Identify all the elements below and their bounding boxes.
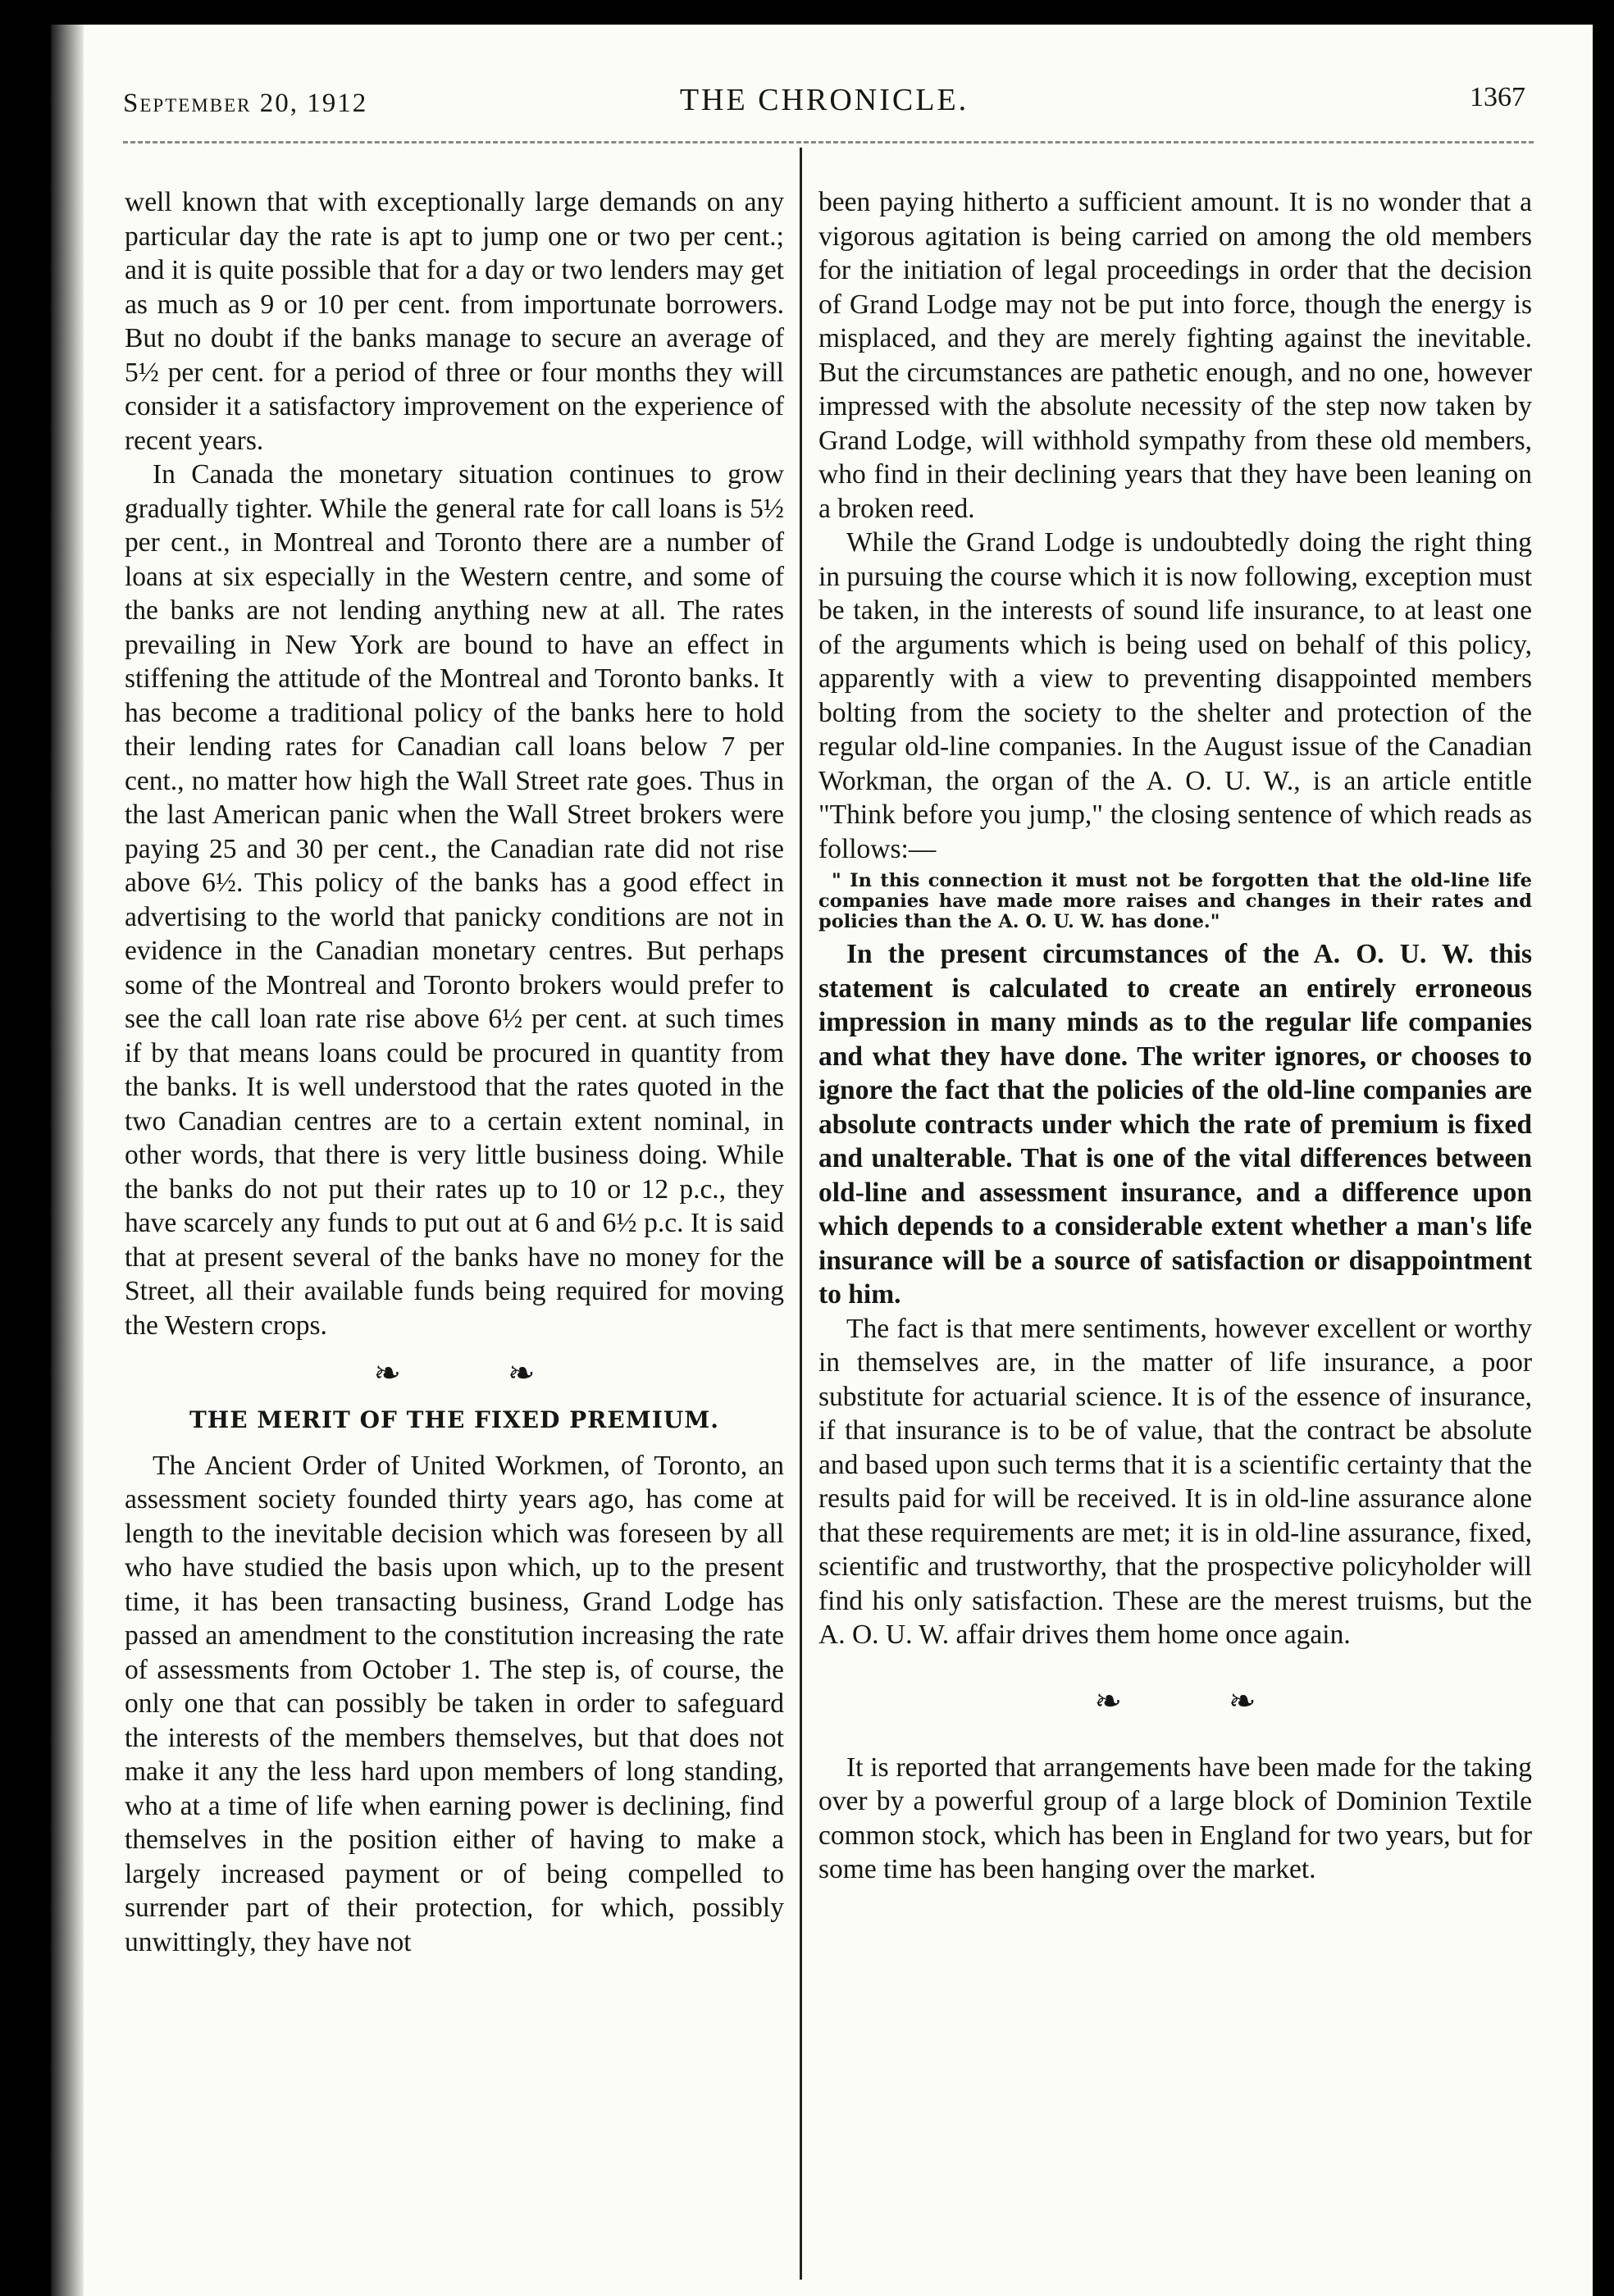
right-paragraph-4: The fact is that mere sentiments, however excellent or worthy in themselves are, in the matter of life insurance, a poor substitute for actuarial science. It is of the essence of insurance, if that insurance is to be of value, that the contract be absolute and based upon such terms that it is a scientific certainty that the results paid for will be received. It is in old-line assurance alone that these requirements are met; it is in old-line assurance, fixed, scientific and trustworthy, that the prospective policyholder will find his only satisfaction. These are the merest truisms, but the A. O. U. W. affair drives them home once again. (818, 1313, 1532, 1650)
block-quote: " In this connection it must not be forgotten that the old-line life companies have made more raises and changes in their rates and policies than the A. O. U. W. has done." (818, 870, 1532, 932)
header-title: THE CHRONICLE. (679, 83, 969, 117)
newspaper-page (51, 25, 1593, 2296)
left-paragraph-1: well known that with exceptionally large demands on any particular day the rate is apt to jump one or two per cent.; and it is quite possible that for a day or two lenders may get as much as 9 or 10 per cent. from importunate borrowers. But no doubt if the banks manage to secure an average of 5½ per cent. for a period of three or four months they will consider it a satisfactory improvement on the experience of recent years. (125, 187, 784, 456)
right-column (818, 185, 1532, 1887)
page-edge-shadow (51, 25, 84, 2296)
right-paragraph-2: While the Grand Lodge is undoubtedly doing the right thing in pursuing the course which it is now following, exception must be taken, in the interests of sound life insurance, to at least one of the arguments which is being used on behalf of this policy, apparently with a view to preventing disappointed members bolting from the society to the shelter and protection of the regular old-line companies. In the August issue of the Canadian Workman, the organ of the A. O. U. W., is an article entitle "Think before you jump," the closing sentence of which reads as follows:— (818, 527, 1532, 864)
left-column (125, 185, 784, 1959)
header-date: September 20, 1912 (123, 89, 368, 118)
right-paragraph-1: been paying hitherto a sufficient amount. It is no wonder that a vigorous agitation is being carried on among the old members for the initiation of legal proceedings in order that the decision of Grand Lodge may not be put into force, though the energy is misplaced, and they are merely fighting against the inevitable. But the circumstances are pathetic enough, and no one, however impressed with the absolute necessity of the step now taken by Grand Lodge, will withhold sympathy from these old members, who find in their declining years that they have been leaning on a broken reed. (818, 187, 1532, 524)
left-paragraph-3: The Ancient Order of United Workmen, of Toronto, an assessment society founded thirty years ago, has come at length to the inevitable decision which was foreseen by all who have studied the basis upon which, up to the present time, it has been transacting business, Grand Lodge has passed an amendment to the constitution increasing the rate of assessments from October 1. The step is, of course, the only one that can possibly be taken in order to safeguard the interests of the members themselves, but that does not make it any the less hard upon members of long standing, who at a time of life when earning power is declining, find themselves in the position either of having to make a largely increased payment or of being compelled to surrender part of their protection, for which, possibly unwittingly, they have not (125, 1450, 784, 1957)
column-divider (800, 148, 802, 2280)
article-headline: THE MERIT OF THE FIXED PREMIUM. (189, 1406, 720, 1433)
left-paragraph-2: In Canada the monetary situation continues to grow gradually tighter. While the general rate for call loans is 5½ per cent., in Montreal and Toronto there are a number of loans at six especially in the Western centre, and some of the banks are not lending anything new at all. The rates prevailing in New York are bound to have an effect in stiffening the attitude of the Montreal and Toronto banks. It has become a traditional policy of the banks here to hold their lending rates for Canadian call loans below 7 per cent., no matter how high the Wall Street rate goes. Thus in the last American panic when the Wall Street brokers were paying 25 and 30 per cent., the Canadian rate did not rise above 6½. This policy of the banks has a good effect in advertising to the world that panicky conditions are not in evidence in the Canadian monetary centres. But perhaps some of the Montreal and Toronto brokers would prefer to see the call loan rate rise above 6½ per cent. at such times if by that means loans could be procured in quantity from the banks. It is well understood that the rates quoted in the two Canadian centres are to a certain extent nominal, in other words, that there is very little business doing. While the banks do not put their rates up to 10 or 12 p.c., they have scarcely any funds to put out at 6 and 6½ p.c. It is said that at present several of the banks have no money for the Street, all their available funds being required for moving the Western crops. (125, 459, 784, 1341)
fleuron-ornament-2: ❧ ❧ (1094, 1682, 1306, 1720)
header-rule (123, 141, 1534, 144)
header-page-number: 1367 (1470, 82, 1525, 112)
right-paragraph-3: In the present circumstances of the A. O. U. W. this statement is calculated to create an entirely erroneous impression in many minds as to the regular life companies and what they have done. The writer ignores, or chooses to ignore the fact that the policies of the old-line companies are absolute contracts under which the rate of premium is fixed and unalterable. That is one of the vital differences between old-line and assessment insurance, and a difference upon which depends to a considerable extent whether a man's life insurance will be a source of satisfaction or disappointment to him. (818, 939, 1532, 1310)
fleuron-ornament: ❧ ❧ (373, 1355, 585, 1392)
right-paragraph-5: It is reported that arrangements have been made for the taking over by a powerful group of a large block of Dominion Textile common stock, which has been in England for two years, but for some time has been hanging over the market. (818, 1752, 1532, 1884)
page-header (123, 82, 1525, 139)
